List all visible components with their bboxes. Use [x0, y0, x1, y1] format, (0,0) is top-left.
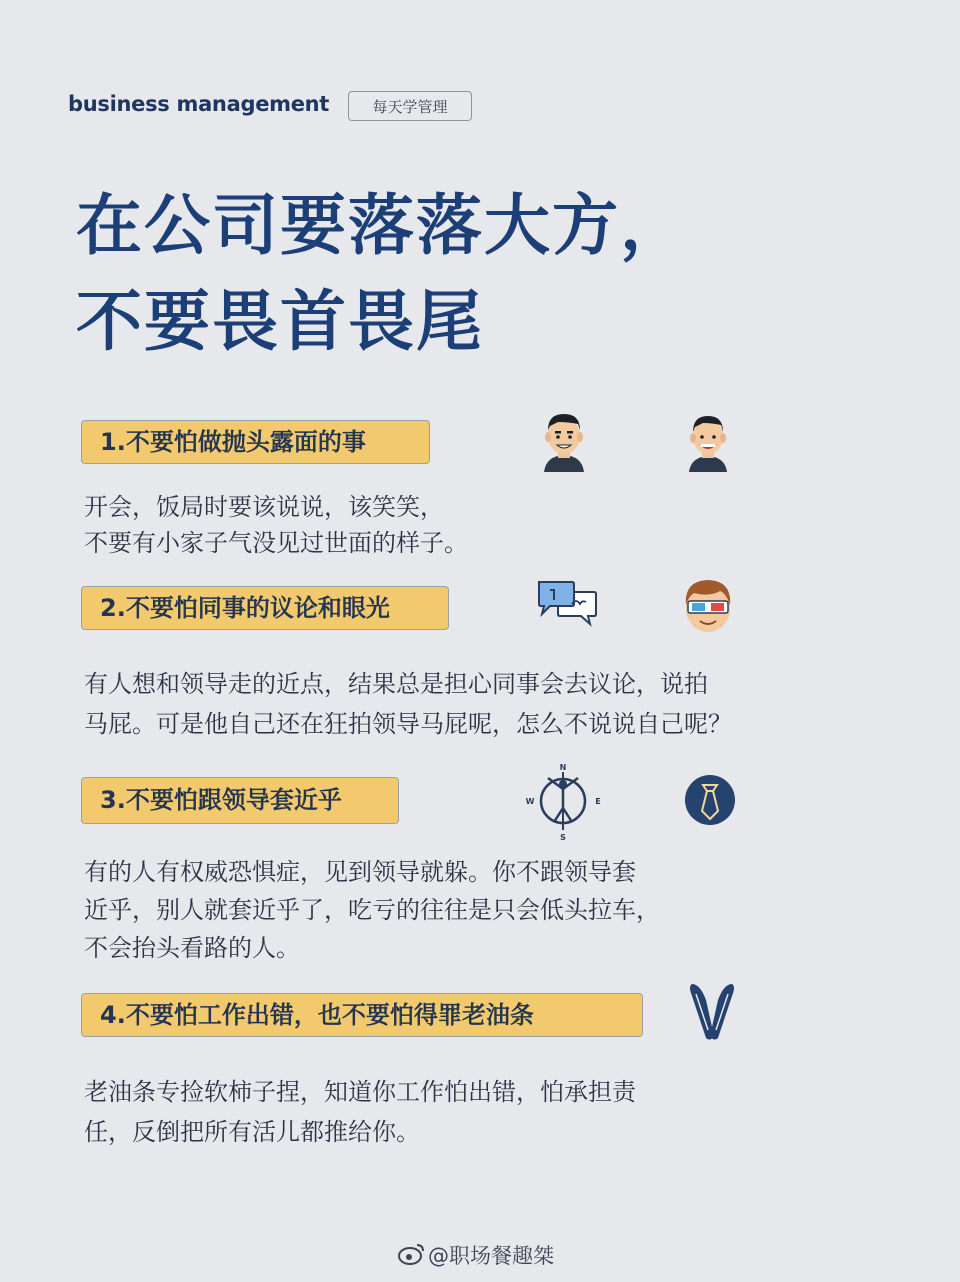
compass-west-label: W	[525, 797, 535, 806]
section-3-line-3: 不会抬头看路的人。	[84, 934, 300, 962]
section-heading-3: 3.不要怕跟领导套近乎	[81, 777, 399, 824]
compass-person-icon	[522, 760, 604, 842]
section-1-line-2: 不要有小家子气没见过世面的样子。	[84, 529, 468, 557]
compass-east-label: E	[595, 797, 601, 806]
watermark-text: @职场餐趣桀	[428, 1244, 554, 1268]
section-3-line-1: 有的人有权威恐惧症，见到领导就躲。你不跟领导套	[84, 858, 636, 886]
section-4-line-1: 老油条专捡软柿子捏，知道你工作怕出错，怕承担责	[84, 1078, 636, 1106]
weibo-logo-icon	[398, 1242, 426, 1266]
compass-north-label: N	[559, 763, 567, 772]
section-heading-2: 2.不要怕同事的议论和眼光	[81, 586, 449, 630]
section-heading-4: 4.不要怕工作出错，也不要怕得罪老油条	[81, 993, 643, 1037]
section-3-line-2: 近乎，别人就套近乎了，吃亏的往往是只会低头拉车，	[84, 896, 660, 924]
page-title-line1: 在公司要落落大方，	[76, 187, 688, 264]
necktie-icon	[683, 773, 737, 827]
section-4-line-2: 任，反倒把所有活儿都推给你。	[84, 1118, 420, 1146]
section-text-1	[84, 489, 468, 561]
section-text-4	[84, 1072, 636, 1152]
section-2-line-2: 马屁。可是他自己还在狂拍领导马屁呢，怎么不说说自己呢？	[84, 710, 732, 738]
section-text-3	[84, 853, 660, 967]
brand-name: business management	[68, 92, 330, 116]
section-heading-1: 1.不要怕做抛头露面的事	[81, 420, 430, 464]
compass-south-label: S	[560, 833, 566, 842]
man-face-icon	[538, 410, 590, 472]
category-tag: 每天学管理	[348, 91, 472, 121]
section-text-2	[84, 664, 732, 744]
3d-glasses-boy-icon	[680, 575, 736, 635]
smiling-man-icon	[686, 410, 730, 472]
fried-dough-stick-icon	[686, 980, 738, 1044]
chat-bubbles-icon	[536, 578, 598, 630]
section-1-line-1: 开会，饭局时要该说说，该笑笑，	[84, 493, 444, 521]
page-title-line2: 不要畏首畏尾	[76, 283, 484, 360]
section-2-line-1: 有人想和领导走的近点，结果总是担心同事会去议论，说拍	[84, 670, 708, 698]
